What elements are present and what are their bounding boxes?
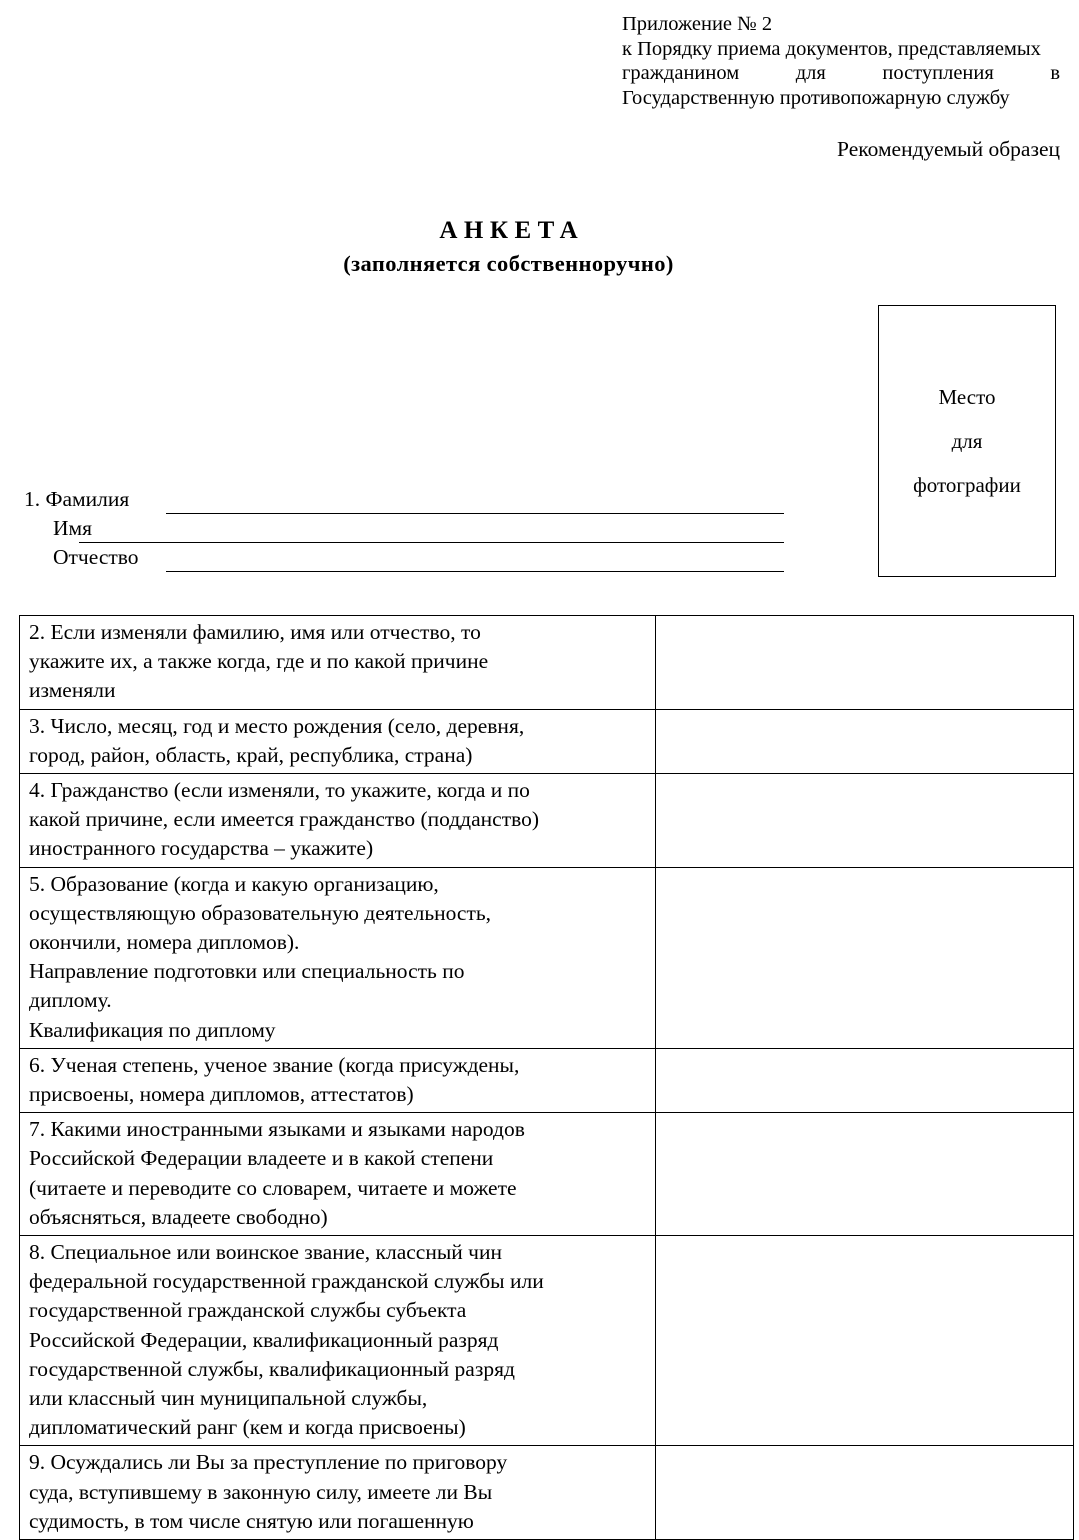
header-line-2: к Порядку приема документов, представляемых (622, 37, 1041, 60)
question-line: Направление подготовки или специальность по (29, 959, 465, 984)
header-line-4: Государственную противопожарную службу (622, 86, 1010, 109)
header-line-3: гражданином для поступления в (622, 62, 1060, 84)
question-line: государственной гражданской службы субъекта (29, 1298, 467, 1323)
answer-cell-4[interactable] (656, 774, 1074, 868)
field-row-patronymic (24, 544, 784, 573)
question-cell-4 (20, 774, 656, 868)
field-row-surname (24, 486, 784, 515)
question-line: 8. Специальное или воинское звание, классный чин (29, 1240, 502, 1265)
answer-cell-3[interactable] (656, 709, 1074, 773)
page-title: АНКЕТА (439, 217, 585, 244)
label-firstname: Имя (53, 516, 93, 540)
document-reference-header (622, 12, 1060, 110)
question-line: (читаете и переводите со словарем, читаете и можете (29, 1175, 517, 1200)
photo-placeholder-box (878, 305, 1056, 577)
field-row-firstname (24, 515, 784, 544)
table-row (20, 867, 1074, 1048)
answer-cell-7[interactable] (656, 1113, 1074, 1236)
input-line-surname[interactable] (166, 513, 784, 514)
question-line: окончили, номера дипломов). (29, 930, 300, 955)
question-cell-7 (20, 1113, 656, 1236)
label-surname: 1. Фамилия (24, 487, 130, 511)
photo-box-line-2: для (951, 429, 983, 453)
answer-cell-8[interactable] (656, 1236, 1074, 1446)
question-cell-5 (20, 867, 656, 1048)
question-line: 5. Образование (когда и какую организацию, (29, 871, 439, 896)
photo-box-line-1: Место (938, 385, 996, 409)
question-line: 4. Гражданство (если изменяли, то укажите, когда и по (29, 778, 530, 803)
recommended-sample-note: Рекомендуемый образец (837, 137, 1060, 161)
table-row (20, 1113, 1074, 1236)
question-line: какой причине, если имеется гражданство (подданство) (29, 807, 540, 832)
question-line: федеральной государственной гражданской службы или (29, 1269, 544, 1294)
question-line: судимость, в том числе снятую или погашенную (29, 1508, 474, 1533)
page-subtitle: (заполняется собственноручно) (343, 251, 674, 276)
question-line: укажите их, а также когда, где и по какой причине (29, 649, 489, 674)
questionnaire-table-body (20, 616, 1074, 1540)
question-line: 2. Если изменяли фамилию, имя или отчество, то (29, 620, 481, 644)
table-row (20, 1446, 1074, 1540)
question-line: дипломатический ранг (кем и когда присвоены) (29, 1415, 466, 1440)
question-line: 9. Осуждались ли Вы за преступление по приговору (29, 1450, 508, 1475)
answer-cell-5[interactable] (656, 867, 1074, 1048)
question-line: осуществляющую образовательную деятельность, (29, 900, 492, 925)
question-line: Квалификация по диплому (29, 1017, 276, 1042)
table-row (20, 1048, 1074, 1112)
input-line-patronymic[interactable] (166, 571, 784, 572)
question-line: государственной службы, квалификационный разряд (29, 1356, 515, 1381)
photo-box-line-3: фотографии (913, 473, 1021, 497)
question-line: город, район, область, край, республика, страна) (29, 742, 473, 767)
question-line: Российской Федерации, квалификационный разряд (29, 1327, 499, 1352)
name-fields-group (24, 486, 784, 573)
table-row (20, 1236, 1074, 1446)
questionnaire-table (19, 615, 1074, 1540)
question-cell-8 (20, 1236, 656, 1446)
answer-cell-2[interactable] (656, 616, 1074, 710)
question-line: объясняться, владеете свободно) (29, 1204, 328, 1229)
question-line: Российской Федерации владеете и в какой степени (29, 1146, 494, 1171)
question-cell-3 (20, 709, 656, 773)
header-line-1: Приложение № 2 (622, 13, 773, 35)
question-line: суда, вступившему в законную силу, имеете ли Вы (29, 1479, 493, 1504)
question-line: 6. Ученая степень, ученое звание (когда присуждены, (29, 1052, 520, 1077)
table-row (20, 774, 1074, 868)
question-line: присвоены, номера дипломов, аттестатов) (29, 1082, 414, 1107)
label-patronymic: Отчество (53, 545, 139, 569)
question-line: иностранного государства – укажите) (29, 836, 374, 861)
question-line: или классный чин муниципальной службы, (29, 1386, 428, 1411)
document-title-block (0, 216, 1079, 279)
question-cell-2 (20, 616, 656, 710)
question-line: изменяли (29, 678, 116, 703)
answer-cell-9[interactable] (656, 1446, 1074, 1540)
input-line-firstname[interactable] (79, 542, 784, 543)
question-line: 7. Какими иностранными языками и языками народов (29, 1117, 525, 1142)
table-row (20, 616, 1074, 710)
question-cell-9 (20, 1446, 656, 1540)
question-cell-6 (20, 1048, 656, 1112)
question-line: диплому. (29, 988, 112, 1013)
table-row (20, 709, 1074, 773)
question-line: 3. Число, месяц, год и место рождения (село, деревня, (29, 713, 525, 738)
answer-cell-6[interactable] (656, 1048, 1074, 1112)
